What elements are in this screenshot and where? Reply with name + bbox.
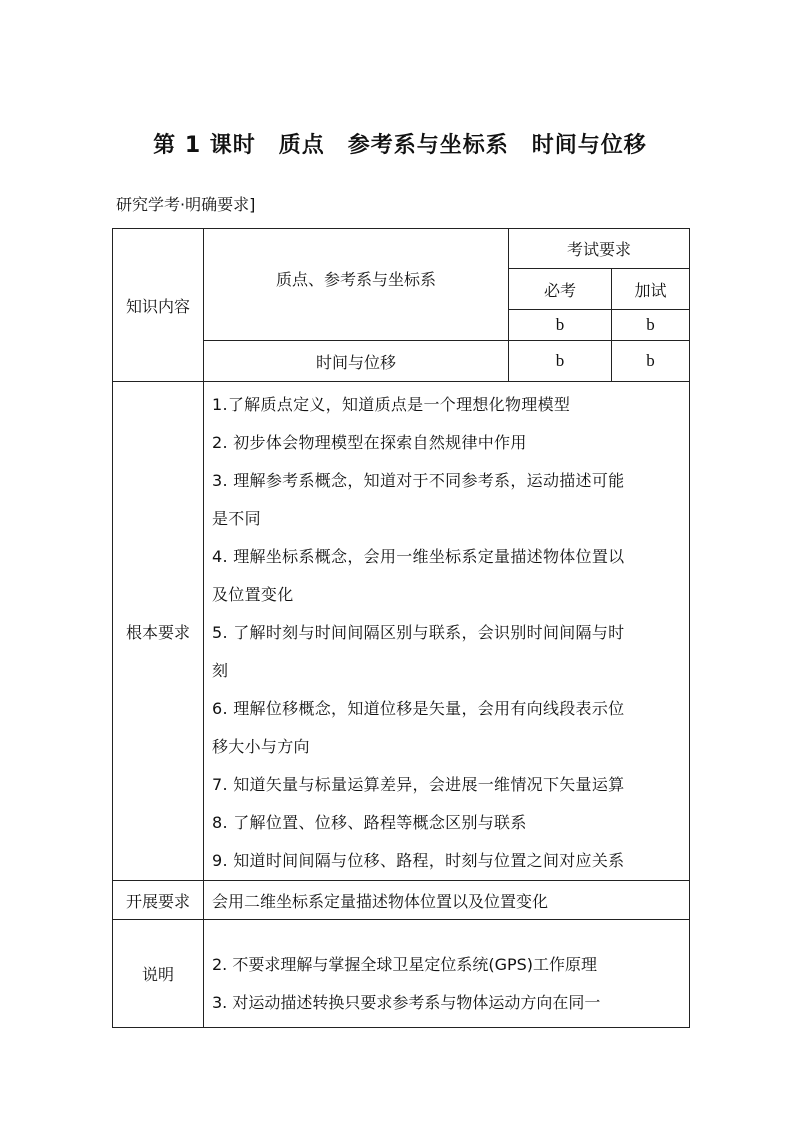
list-item: 8. 了解位置、位移、路程等概念区别与联系 (212, 813, 527, 832)
list-item: 1.了解质点定义，知道质点是一个理想化物理模型 (212, 395, 571, 414)
topic-cell: 时间与位移 (204, 341, 509, 382)
notes-list (204, 920, 690, 1028)
required-header: 必考 (509, 269, 612, 310)
basic-requirements-label: 根本要求 (113, 382, 204, 881)
exam-requirement-header: 考试要求 (509, 229, 690, 269)
topic-optional-level: b (612, 341, 690, 382)
section-subtitle: 研究学考·明确要求] (116, 195, 256, 214)
knowledge-label: 知识内容 (113, 229, 204, 382)
page-title: 第 1 课时 质点 参考系与坐标系 时间与位移 (153, 133, 647, 158)
requirements-table (112, 228, 690, 1028)
basic-requirements-list (204, 382, 690, 881)
list-item: 是不同 (212, 509, 261, 528)
list-item: 刻 (212, 661, 229, 680)
topic-required-level: b (509, 341, 612, 382)
topic-required-level: b (509, 310, 612, 341)
list-item: 7. 知道矢量与标量运算差异，会进展一维情况下矢量运算 (212, 775, 625, 794)
topic-optional-level: b (612, 310, 690, 341)
list-item: 6. 理解位移概念，知道位移是矢量，会用有向线段表示位 (212, 699, 625, 718)
list-item: 及位置变化 (212, 585, 294, 604)
optional-header: 加试 (612, 269, 690, 310)
list-item: 4. 理解坐标系概念，会用一维坐标系定量描述物体位置以 (212, 547, 625, 566)
list-item: 2. 不要求理解与掌握全球卫星定位系统(GPS)工作原理 (212, 955, 598, 974)
extension-requirements-text: 会用二维坐标系定量描述物体位置以及位置变化 (204, 881, 690, 920)
list-item: 3. 理解参考系概念，知道对于不同参考系，运动描述可能 (212, 471, 625, 490)
list-item: 5. 了解时刻与时间间隔区别与联系，会识别时间间隔与时 (212, 623, 625, 642)
topic-cell: 质点、参考系与坐标系 (204, 229, 509, 341)
list-item: 2. 初步体会物理模型在探索自然规律中作用 (212, 433, 527, 452)
notes-label: 说明 (113, 920, 204, 1028)
list-item: 3. 对运动描述转换只要求参考系与物体运动方向在同一 (212, 993, 601, 1012)
list-item: 移大小与方向 (212, 737, 310, 756)
extension-requirements-label: 开展要求 (113, 881, 204, 920)
list-item: 9. 知道时间间隔与位移、路程，时刻与位置之间对应关系 (212, 851, 625, 870)
